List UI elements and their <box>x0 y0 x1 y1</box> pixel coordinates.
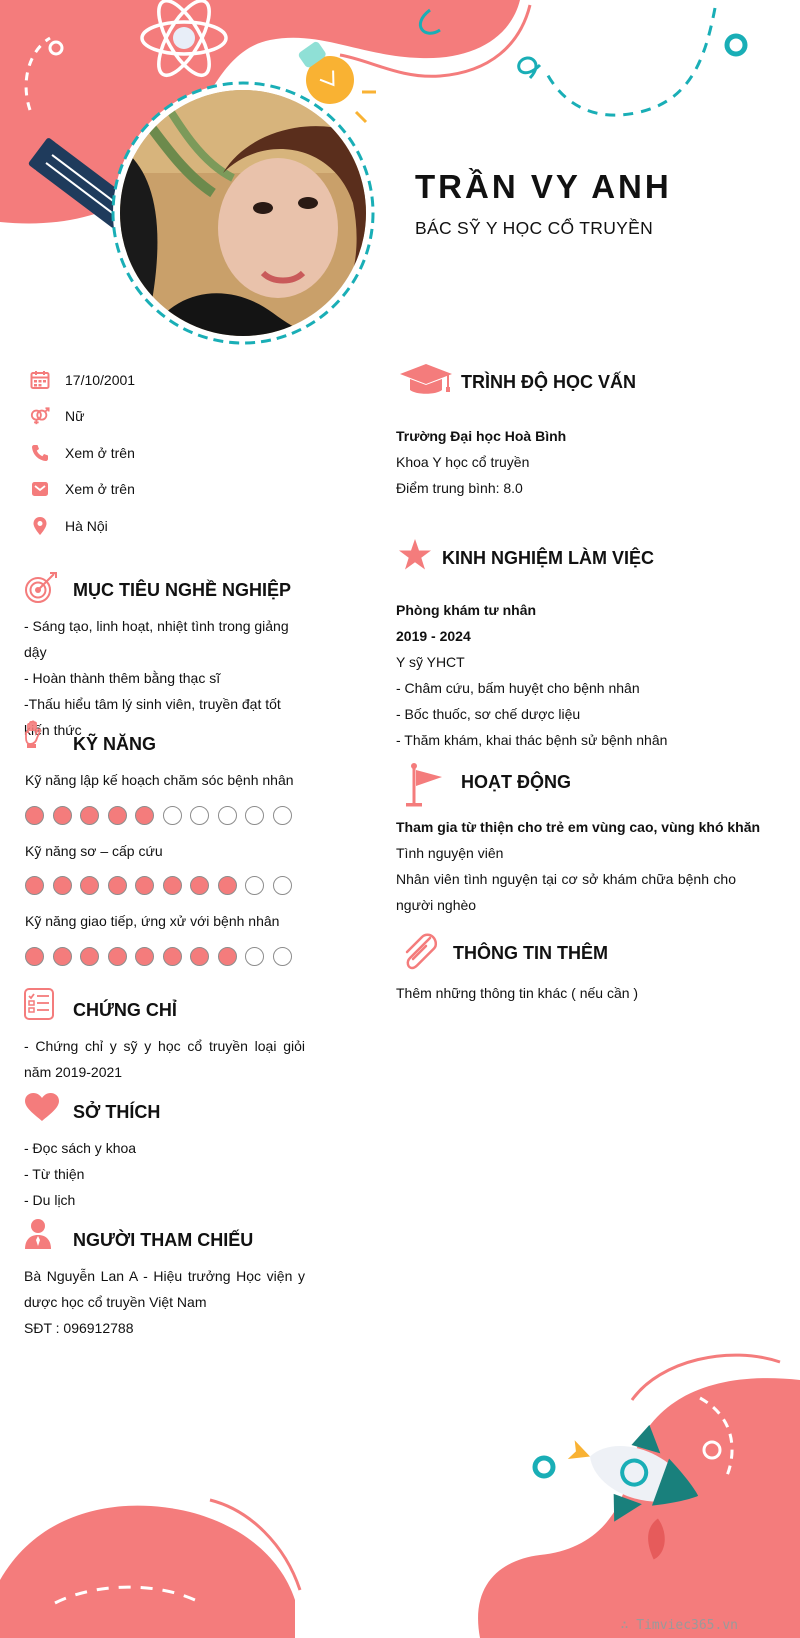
skill-rating <box>25 947 292 966</box>
skill-dot-filled <box>53 947 72 966</box>
skill-dot-empty <box>245 947 264 966</box>
skill-dot-filled <box>80 806 99 825</box>
skill-dot-filled <box>190 947 209 966</box>
skill-dot-filled <box>108 947 127 966</box>
location-icon <box>30 516 50 536</box>
contact-item-location <box>30 514 108 538</box>
hobby-item: - Du lịch <box>24 1192 76 1208</box>
hobby-item: - Từ thiện <box>24 1166 85 1182</box>
gender-icon <box>30 406 50 426</box>
section-certificates-title: CHỨNG CHỈ <box>73 1000 177 1020</box>
graduation-cap-icon <box>398 362 454 403</box>
star-icon <box>398 538 432 577</box>
reference-phone: SĐT : 096912788 <box>24 1320 134 1336</box>
contact-item-phone <box>30 441 135 465</box>
skill-dot-empty <box>163 806 182 825</box>
skill-dot-empty <box>273 876 292 895</box>
section-experience-heading <box>398 538 758 578</box>
section-hobbies-heading <box>24 1092 324 1128</box>
references-text <box>24 1263 305 1341</box>
skill-dot-filled <box>25 947 44 966</box>
experience-company: Phòng khám tư nhân <box>396 602 537 618</box>
hand-icon <box>24 720 46 755</box>
skill-dot-filled <box>80 947 99 966</box>
additional-text: Thêm những thông tin khác ( nếu cần ) <box>396 985 639 1001</box>
contact-text: Xem ở trên <box>65 481 135 497</box>
skill-dot-filled <box>135 947 154 966</box>
hobbies-text <box>24 1135 305 1213</box>
education-school: Trường Đại học Hoà Bình <box>396 428 567 444</box>
section-additional-heading <box>400 932 760 972</box>
skill-dot-empty <box>273 806 292 825</box>
education-major: Khoa Y học cổ truyền <box>396 454 530 470</box>
objective-line: -Thấu hiểu tâm lý sinh viên, truyền đạt tốt kiến thức <box>24 696 281 738</box>
skill-dot-filled <box>163 876 182 895</box>
experience-period: 2019 - 2024 <box>396 628 471 644</box>
checklist-icon <box>24 988 54 1025</box>
contact-text: Xem ở trên <box>65 445 135 461</box>
skill-dot-filled <box>218 876 237 895</box>
skill-dot-filled <box>108 876 127 895</box>
activities-text <box>396 814 761 918</box>
skill-dot-empty <box>245 876 264 895</box>
skill-dot-filled <box>53 876 72 895</box>
skill-dot-filled <box>53 806 72 825</box>
section-activities-title: HOẠT ĐỘNG <box>461 772 571 792</box>
phone-icon <box>30 443 50 463</box>
contact-item-gender <box>30 404 85 428</box>
skill-dot-empty <box>190 806 209 825</box>
calendar-icon <box>30 370 50 390</box>
candidate-name: TRẦN VY ANH <box>415 168 672 205</box>
section-objective-title: MỤC TIÊU NGHỀ NGHIỆP <box>73 580 292 600</box>
section-additional-title: THÔNG TIN THÊM <box>453 943 608 963</box>
activity-description: Nhân viên tình nguyện tại cơ sở khám chữa bệnh cho người nghèo <box>396 871 736 913</box>
skill-dot-filled <box>163 947 182 966</box>
skill-dot-filled <box>218 947 237 966</box>
section-activities-heading <box>404 762 764 808</box>
activity-role: Tình nguyện viên <box>396 845 504 861</box>
skill-label: Kỹ năng lập kế hoạch chăm sóc bệnh nhân <box>25 772 294 788</box>
profile-photo <box>113 83 373 343</box>
reference-person: Bà Nguyễn Lan A - Hiệu trưởng Học viện y dược học cổ truyền Việt Nam <box>24 1268 305 1310</box>
experience-duty: - Châm cứu, bấm huyệt cho bệnh nhân <box>396 680 640 696</box>
section-references-heading <box>24 1218 324 1254</box>
bottom-right-blob <box>478 1378 800 1638</box>
contact-text: Nữ <box>65 408 85 424</box>
section-experience-title: KINH NGHIỆM LÀM VIỆC <box>442 548 655 568</box>
section-skills-title: KỸ NĂNG <box>73 734 157 754</box>
skill-dot-filled <box>135 876 154 895</box>
job-title: BÁC SỸ Y HỌC CỔ TRUYỀN <box>415 218 654 238</box>
flag-icon <box>404 762 444 813</box>
experience-text <box>396 597 746 753</box>
skill-dot-empty <box>218 806 237 825</box>
contact-item-email <box>30 477 135 501</box>
certificates-text: - Chứng chỉ y sỹ y học cổ truyền loại giỏi năm 2019-2021 <box>24 1038 305 1080</box>
skill-rating <box>25 806 292 825</box>
section-skills-heading <box>24 720 324 756</box>
activity-event: Tham gia từ thiện cho trẻ em vùng cao, vùng khó khăn <box>396 819 761 835</box>
skill-dot-empty <box>245 806 264 825</box>
paperclip-icon <box>400 932 440 977</box>
email-icon <box>30 479 50 499</box>
contact-text: Hà Nội <box>65 518 108 534</box>
objective-line: - Hoàn thành thêm bằng thạc sĩ <box>24 670 221 686</box>
section-certificates-heading <box>24 988 324 1024</box>
target-icon <box>24 572 58 609</box>
contact-item-birthday <box>30 368 136 392</box>
experience-duty: - Thăm khám, khai thác bệnh sử bệnh nhân <box>396 732 668 748</box>
skill-dot-filled <box>25 806 44 825</box>
person-icon <box>24 1218 52 1255</box>
skill-dot-filled <box>80 876 99 895</box>
heart-icon <box>24 1092 60 1127</box>
skill-label: Kỹ năng sơ – cấp cứu <box>25 843 163 859</box>
skill-rating <box>25 876 292 895</box>
hobby-item: - Đọc sách y khoa <box>24 1140 137 1156</box>
bottom-left-blob <box>0 1506 295 1638</box>
section-references-title: NGƯỜI THAM CHIẾU <box>73 1230 254 1250</box>
section-hobbies-title: SỞ THÍCH <box>73 1102 161 1122</box>
experience-duty: - Bốc thuốc, sơ chế dược liệu <box>396 706 581 722</box>
education-gpa: Điểm trung bình: 8.0 <box>396 480 523 496</box>
skill-dot-filled <box>190 876 209 895</box>
skill-dot-filled <box>108 806 127 825</box>
objective-line: - Sáng tạo, linh hoạt, nhiệt tình trong giảng dậy <box>24 618 289 660</box>
skill-dot-filled <box>135 806 154 825</box>
experience-position: Y sỹ YHCT <box>396 654 465 670</box>
education-text <box>396 423 746 501</box>
contact-text: 17/10/2001 <box>65 372 136 388</box>
skill-dot-empty <box>273 947 292 966</box>
watermark: ∴ Timviec365.vn <box>620 1618 738 1633</box>
section-education-heading <box>398 362 758 402</box>
skill-dot-filled <box>25 876 44 895</box>
section-education-title: TRÌNH ĐỘ HỌC VẤN <box>461 372 636 392</box>
skill-label: Kỹ năng giao tiếp, ứng xử với bệnh nhân <box>25 913 280 929</box>
section-objective-heading <box>24 572 324 608</box>
